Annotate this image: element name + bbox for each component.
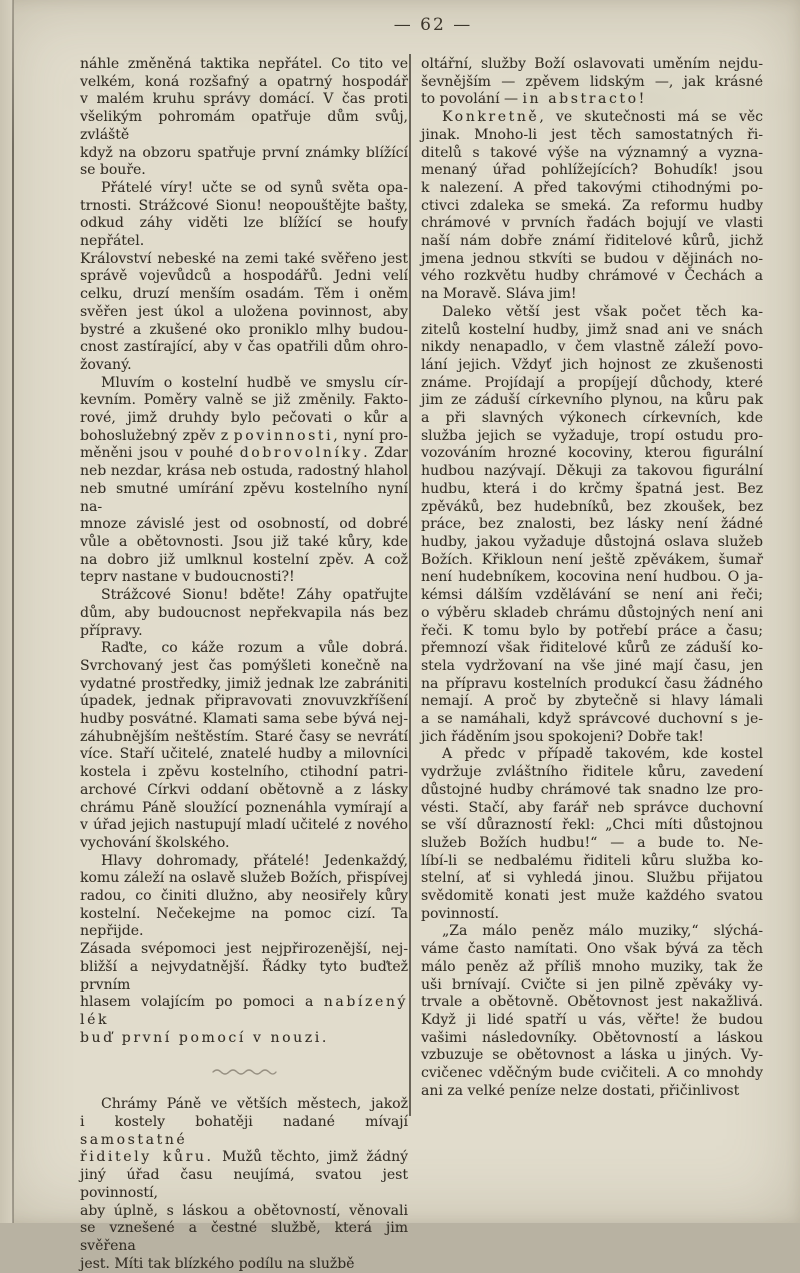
text-line bbox=[80, 870, 408, 888]
text-line bbox=[421, 552, 763, 570]
text-line bbox=[80, 516, 408, 534]
text-segment: neb nezdar, krása neb ostuda, radostný hlahol bbox=[80, 463, 408, 480]
text-line bbox=[80, 56, 408, 74]
text-line bbox=[421, 233, 763, 251]
text-segment: menaný úřad pohlížejících? Bohudík! jsou bbox=[421, 162, 763, 179]
text-segment: stelní, ať si vyhledá jinou. Službu přijatou bbox=[421, 870, 763, 887]
text-segment: vésti. Stačí, aby farář neb správce duchovní bbox=[421, 799, 763, 816]
text-line bbox=[80, 145, 408, 163]
text-line bbox=[421, 711, 763, 729]
text-line bbox=[80, 286, 408, 304]
text-line bbox=[80, 835, 408, 853]
text-segment: bližší a nejvydatnější. Řádky tyto buďtež prvním bbox=[80, 958, 408, 993]
text-line bbox=[421, 1012, 763, 1030]
text-line bbox=[80, 1220, 408, 1255]
text-line bbox=[421, 888, 763, 906]
text-segment: služeb Božích hudbu!“ — a bude to. Ne- bbox=[421, 834, 763, 851]
text-line bbox=[421, 445, 763, 463]
text-segment: Království nebeské na zemi také svěřeno jest bbox=[80, 250, 408, 267]
text-segment: na přípravu kostelních produkcí času žádného bbox=[421, 675, 763, 692]
text-line bbox=[80, 994, 408, 1029]
column-divider-rule bbox=[409, 54, 411, 1116]
text-line bbox=[421, 463, 763, 481]
text-line bbox=[80, 304, 408, 322]
letterspaced-text: nabízený lék bbox=[80, 994, 408, 1028]
text-segment: velkém, koná rozšafný a opatrný hospodář bbox=[80, 73, 408, 90]
text-segment: a se namáhali, když správcové duchovní s je- bbox=[421, 711, 763, 728]
text-segment: hudbou nazývají. Děkuji za takovou figurální bbox=[421, 463, 763, 480]
text-line bbox=[80, 906, 408, 941]
text-segment: na Moravě. Sláva jim! bbox=[421, 286, 577, 303]
text-line bbox=[421, 959, 763, 977]
text-segment: radou, co činiti dlužno, aby neosiřely kůry bbox=[80, 888, 408, 905]
text-segment: ani za velké peníze nelze dostati, přičinlivost bbox=[421, 1082, 740, 1099]
paragraph bbox=[421, 304, 763, 747]
text-line bbox=[80, 1114, 408, 1149]
text-line bbox=[80, 428, 408, 446]
text-segment: chrámové v prvních řadách bojují ve vlasti bbox=[421, 215, 763, 232]
text-segment: . Zdar bbox=[363, 445, 408, 462]
text-line bbox=[80, 198, 408, 216]
text-segment: odkud záhy viděti lze blížící se houfy nepřátel. bbox=[80, 215, 408, 250]
text-segment: cnost zastírající, aby v čas opatřili dům ohro- bbox=[80, 339, 408, 356]
text-segment: vého rozkvětu hudby chrámové v Čechách a bbox=[421, 268, 763, 285]
text-line bbox=[421, 941, 763, 959]
paragraph bbox=[80, 56, 408, 180]
scan-edge-line bbox=[12, 0, 14, 1223]
text-segment: Mužů těchto, jimž žádný bbox=[213, 1149, 408, 1166]
text-line bbox=[421, 516, 763, 534]
text-segment: zpěváků, bez hudebníků, bez zkoušek, bez bbox=[421, 498, 763, 515]
text-line bbox=[421, 339, 763, 357]
text-line bbox=[421, 729, 763, 747]
text-line bbox=[421, 534, 763, 552]
text-segment: vůle a obětovnosti. Jsou již také kůry, kde bbox=[80, 533, 408, 550]
text-line bbox=[80, 605, 408, 623]
letterspaced-text: samostatné bbox=[80, 1131, 188, 1148]
text-line bbox=[80, 1256, 408, 1273]
text-line bbox=[80, 1030, 408, 1048]
text-segment: Chrámy Páně ve větších městech, jakož bbox=[101, 1096, 408, 1113]
paragraph bbox=[80, 640, 408, 852]
text-segment: komu záleží na oslavě služeb Božích, přispívej bbox=[80, 870, 408, 887]
text-segment: trvale a obětovně. Obětovnost jest nakažlivá. bbox=[421, 994, 763, 1011]
text-segment: lání jejich. Vždyť jich hojnost ze zkušenosti bbox=[421, 356, 763, 373]
text-segment: oltářní, služby Boží oslavovati uměním nejdu- bbox=[421, 56, 763, 72]
text-segment: vychování školského. bbox=[80, 834, 230, 851]
text-segment: kostela i zpěvu kostelního, ctihodní patri- bbox=[80, 764, 408, 781]
text-line bbox=[80, 91, 408, 109]
text-segment: neb smutné umírání zpěvu kostelního nyní na- bbox=[80, 480, 408, 515]
text-line bbox=[421, 91, 763, 109]
text-segment: zitelů kostelní hudby, jimž snad ani ve snách bbox=[421, 321, 763, 338]
text-line bbox=[80, 764, 408, 782]
text-segment: jich řáděním jsou spokojeni? Dobře tak! bbox=[421, 728, 704, 745]
text-segment: to povolání — bbox=[421, 91, 523, 108]
text-segment: jest. Míti tak blízkého podílu na službě bbox=[80, 1255, 355, 1272]
text-line bbox=[421, 322, 763, 340]
text-segment: bohoslužebný zpěv z bbox=[80, 427, 234, 444]
text-line bbox=[80, 640, 408, 658]
text-segment: Hlavy dohromady, přátelé! Jedenkaždý, bbox=[101, 852, 408, 869]
text-segment: Raďte, co káže rozum a vůle dobrá. bbox=[101, 640, 408, 657]
text-line bbox=[421, 428, 763, 446]
text-line bbox=[421, 835, 763, 853]
text-line bbox=[80, 1096, 408, 1114]
text-line bbox=[80, 322, 408, 340]
text-line bbox=[421, 127, 763, 145]
text-line bbox=[421, 640, 763, 658]
text-segment: práce, bez znalosti, bez lásky není žádné bbox=[421, 516, 763, 533]
text-line bbox=[421, 1065, 763, 1083]
letterspaced-text: řiditely kůru. bbox=[80, 1149, 214, 1166]
text-segment: jinak. Mnoho-li jest těch samostatných ři- bbox=[421, 126, 763, 143]
text-line bbox=[421, 764, 763, 782]
text-segment: důstojné hudby chrámové tak snadno lze pro- bbox=[421, 781, 763, 798]
text-segment: nikdy nenapadlo, v čem vlastně záleží povo- bbox=[421, 339, 763, 356]
text-segment: Mluvím o kostelní hudbě ve smyslu cír- bbox=[101, 374, 408, 391]
text-line bbox=[80, 853, 408, 871]
page-number: — 62 — bbox=[393, 15, 473, 35]
text-line bbox=[80, 693, 408, 711]
text-segment: se bouře. bbox=[80, 162, 146, 179]
text-line bbox=[80, 817, 408, 835]
text-line bbox=[80, 587, 408, 605]
text-line bbox=[80, 711, 408, 729]
text-line bbox=[421, 800, 763, 818]
text-line bbox=[421, 74, 763, 92]
text-line bbox=[421, 746, 763, 764]
text-segment: mnoze závislé jest od osobností, od dobré bbox=[80, 516, 408, 533]
paragraph bbox=[80, 587, 408, 640]
text-column-left bbox=[80, 56, 408, 1273]
text-line bbox=[421, 198, 763, 216]
text-column-right bbox=[421, 56, 763, 1100]
letterspaced-text: dobrovolníky bbox=[239, 445, 364, 462]
text-line bbox=[80, 74, 408, 92]
text-line bbox=[421, 268, 763, 286]
text-segment: v úřad jejich nastupují mladí učitelé z nového bbox=[80, 817, 408, 834]
text-line bbox=[421, 870, 763, 888]
paragraph bbox=[80, 180, 408, 375]
text-segment: když na obzoru spatřuje první známky blížící bbox=[80, 144, 408, 161]
text-line bbox=[80, 180, 408, 198]
text-segment: vzbuzuje se obětovnost a láska u jiných. Vy- bbox=[421, 1047, 763, 1064]
text-line bbox=[80, 410, 408, 428]
text-segment: naší nám dobře známí řiditelové kůrů, jichž bbox=[421, 233, 763, 250]
text-segment: jiný úřad času neujímá, svatou jest povinností, bbox=[80, 1167, 408, 1201]
text-line bbox=[80, 729, 408, 747]
letterspaced-text: povinnosti bbox=[233, 427, 334, 444]
text-line bbox=[421, 994, 763, 1012]
paragraph bbox=[80, 1096, 408, 1273]
text-segment: záhubnějším neštěstím. Staré časy se nevrátí bbox=[80, 728, 408, 745]
text-segment: líbí-li se nedbalému řiditeli kůru služba ko- bbox=[421, 852, 763, 869]
text-segment: více. Staří učitelé, znatelé hudby a milovníci bbox=[80, 746, 408, 763]
text-line bbox=[80, 162, 408, 180]
text-line bbox=[80, 941, 408, 959]
text-segment: svěřen jest úkol a uložena povinnost, aby bbox=[80, 303, 408, 320]
text-line bbox=[421, 109, 763, 127]
text-segment: svědomitě konati jest muže každého svatou bbox=[421, 888, 763, 905]
text-segment: Božích. Křikloun není ještě zpěvákem, šumař bbox=[421, 551, 763, 568]
text-segment: se vší důrazností řekl: „Chci míti důstojnou bbox=[421, 817, 763, 834]
paragraph bbox=[421, 746, 763, 923]
text-segment: jim ze záduší církevního plynou, na kůru pak bbox=[421, 392, 763, 409]
text-segment: i kostely bohatěji nadané mívají bbox=[80, 1114, 408, 1131]
text-segment: ! bbox=[638, 91, 645, 108]
text-line bbox=[421, 180, 763, 198]
text-line bbox=[80, 658, 408, 676]
text-line bbox=[80, 623, 408, 641]
text-segment: rové, jimž druhdy bylo pečovati o kůr a bbox=[80, 410, 408, 427]
text-segment: se vznešené a čestné službě, která jim svěřena bbox=[80, 1220, 408, 1254]
text-segment: vydržuje zvláštního řiditele kůru, zavedení bbox=[421, 764, 763, 781]
text-line bbox=[421, 693, 763, 711]
text-line bbox=[80, 888, 408, 906]
text-line bbox=[421, 145, 763, 163]
text-segment: dům, aby budoucnost nepřekvapila nás bez bbox=[80, 604, 408, 621]
text-segment: A předc v případě takovém, kde kostel bbox=[442, 746, 763, 763]
text-segment: o výběru skladeb chrámu důstojných není ani bbox=[421, 604, 763, 621]
text-segment: známe. Projídají a propíjejí důchody, které bbox=[421, 374, 763, 391]
text-segment: jmena jednou stkvíti se budou v dějinách no- bbox=[421, 250, 763, 267]
text-segment: služba jejich se vyžaduje, tropí ostudu pro- bbox=[421, 427, 763, 444]
text-line bbox=[421, 906, 763, 924]
text-segment: ditelů s takové výše na významný a vyzna- bbox=[421, 144, 763, 161]
paragraph bbox=[80, 853, 408, 1048]
text-segment: trnosti. Strážcové Sionu! neopouštějte bašty, bbox=[80, 197, 408, 214]
paragraph bbox=[421, 56, 763, 109]
text-segment: žovaný. bbox=[80, 356, 132, 373]
text-segment: kostelní. Nečekejme na pomoc cizí. Ta nepřijde. bbox=[80, 905, 408, 940]
text-line bbox=[80, 552, 408, 570]
text-segment: není hudebníkem, kocovina není hudbou. O ja- bbox=[421, 569, 763, 586]
text-line bbox=[80, 357, 408, 375]
text-segment: ševnějším — zpěvem lidským —, jak krásné bbox=[421, 73, 763, 90]
text-line bbox=[421, 56, 763, 74]
text-line bbox=[421, 977, 763, 995]
letterspaced-text: Konkretně bbox=[442, 109, 540, 126]
text-line bbox=[80, 1149, 408, 1167]
text-line bbox=[421, 1030, 763, 1048]
text-line bbox=[421, 658, 763, 676]
text-segment: uši brnívají. Cvičte si jen pilně zpěváky vy- bbox=[421, 976, 763, 993]
text-line bbox=[421, 392, 763, 410]
text-line bbox=[421, 375, 763, 393]
text-segment: váme často namítati. Ono však bývá za těch bbox=[421, 941, 763, 958]
text-line bbox=[80, 215, 408, 250]
text-line bbox=[80, 445, 408, 463]
text-line bbox=[421, 357, 763, 375]
text-line bbox=[80, 746, 408, 764]
text-segment: všelikým pohromám opatřuje dům svůj, zvláště bbox=[80, 109, 408, 143]
text-segment: přemnozí však řiditelové kůrů ze záduší ko- bbox=[421, 640, 763, 657]
text-segment: cvičenec vděčným bude cvičiteli. A co mnohdy bbox=[421, 1065, 763, 1082]
text-segment: Zásada svépomoci jest nejpřirozenější, nej- bbox=[80, 941, 408, 958]
text-segment: málo peněz až příliš mnoho muziky, tak že bbox=[421, 958, 763, 975]
text-line bbox=[80, 1167, 408, 1202]
text-segment: a při slavných výkonech církevních, kde bbox=[421, 410, 763, 427]
text-line bbox=[80, 392, 408, 410]
text-segment: hudbu, která i do krčmy špatná jest. Bez bbox=[421, 480, 763, 497]
text-line bbox=[80, 800, 408, 818]
text-segment: kevním. Poměry valně se již změnily. Fakto- bbox=[80, 392, 408, 409]
text-segment: kémsi dálším vzdělávání se není ani řeči; bbox=[421, 587, 763, 604]
text-segment: , nyní pro- bbox=[333, 427, 408, 444]
text-segment: bystré a zkušené oko proniklo mlhy budou- bbox=[80, 321, 408, 338]
text-segment: „Za málo peněz málo muziky,“ slýchá- bbox=[442, 923, 763, 940]
text-line bbox=[421, 410, 763, 428]
text-segment: archové Církvi oddaní obětovně a z lásky bbox=[80, 781, 408, 798]
text-segment: aby úplně, s láskou a obětovností, věnovali bbox=[80, 1202, 408, 1219]
text-line bbox=[80, 463, 408, 481]
text-segment: Přátelé víry! učte se od synů světa opa- bbox=[101, 179, 408, 196]
text-segment: hudby, jakou vyžaduje důstojná oslava služeb bbox=[421, 533, 763, 550]
wavy-divider-icon bbox=[212, 1068, 276, 1076]
text-segment: hudby posvátné. Klamati sama sebe bývá nej- bbox=[80, 711, 408, 728]
text-line bbox=[80, 268, 408, 286]
text-segment: povinností. bbox=[421, 905, 499, 922]
paragraph bbox=[421, 923, 763, 1100]
paragraph bbox=[421, 109, 763, 304]
text-segment: nemají. A proč by zbytečně si hlavy lámali bbox=[421, 693, 763, 710]
text-segment: ctivci zdaleka se smeká. Za reformu hudby bbox=[421, 197, 763, 214]
text-line bbox=[80, 481, 408, 516]
text-line bbox=[80, 109, 408, 144]
letterspaced-text: buď první pomocí v nouzi. bbox=[80, 1029, 329, 1046]
text-segment: řeči. K tomu bylo by potřebí práce a času; bbox=[421, 622, 763, 639]
text-segment: stela vydržovaní na vše jiné mají času, jen bbox=[421, 657, 763, 674]
text-segment: Strážcové Sionu! bděte! Záhy opatřujte bbox=[101, 587, 408, 604]
text-line bbox=[421, 676, 763, 694]
text-segment: úpadek, jednak připravovati znovuvzkříšení bbox=[80, 693, 408, 710]
text-segment: v malém kruhu správy domácí. V čas proti bbox=[80, 91, 408, 108]
text-segment: Svrchovaný jest čas pomýšleti konečně na bbox=[80, 657, 408, 674]
text-line bbox=[421, 853, 763, 871]
text-segment: vašimi následovníky. Obětovností a láskou bbox=[421, 1029, 763, 1046]
text-segment: teprv nastane v budoucnosti?! bbox=[80, 569, 295, 586]
text-line bbox=[80, 782, 408, 800]
text-line bbox=[421, 623, 763, 641]
text-line bbox=[80, 375, 408, 393]
text-line bbox=[80, 339, 408, 357]
text-line bbox=[80, 676, 408, 694]
text-line bbox=[421, 817, 763, 835]
text-line bbox=[421, 162, 763, 180]
text-segment: vydatné prostředky, jimiž jednak lze zabrániti bbox=[80, 675, 408, 692]
text-line bbox=[421, 587, 763, 605]
text-line bbox=[421, 286, 763, 304]
text-segment: k nalezení. A před takovými ctihodnými po- bbox=[421, 179, 763, 196]
text-line bbox=[421, 481, 763, 499]
text-line bbox=[80, 959, 408, 994]
text-segment: hlasem volajícím po pomoci a bbox=[80, 994, 324, 1011]
text-line bbox=[421, 569, 763, 587]
text-line bbox=[421, 1083, 763, 1101]
text-segment: vozováním hrozné kocoviny, kterou figurální bbox=[421, 445, 763, 462]
text-line bbox=[421, 1047, 763, 1065]
text-line bbox=[421, 251, 763, 269]
text-segment: Daleko větší jest však počet těch ka- bbox=[442, 303, 763, 320]
section-divider bbox=[80, 1047, 408, 1096]
text-line bbox=[80, 569, 408, 587]
text-line bbox=[421, 605, 763, 623]
text-line bbox=[421, 215, 763, 233]
text-line bbox=[421, 304, 763, 322]
text-segment: náhle změněná taktika nepřátel. Co tito ve bbox=[80, 56, 408, 72]
text-line bbox=[421, 782, 763, 800]
text-segment: , ve skutečnosti má se věc bbox=[539, 109, 763, 126]
text-line bbox=[421, 499, 763, 517]
text-line bbox=[80, 1203, 408, 1221]
text-segment: přípravy. bbox=[80, 622, 143, 639]
text-line bbox=[80, 251, 408, 269]
text-segment: chrámu Páně sloužící poznenáhla vymírají a bbox=[80, 799, 408, 816]
text-segment: celku, druzí menším osadám. Těm i oněm bbox=[80, 286, 408, 303]
paragraph bbox=[80, 375, 408, 587]
text-segment: Když ji lidé spatří u vás, věřte! že budou bbox=[421, 1011, 763, 1028]
text-line bbox=[80, 534, 408, 552]
text-segment: měněni jsou v pouhé bbox=[80, 445, 240, 462]
text-line bbox=[421, 923, 763, 941]
text-segment: správě vojevůdců a hospodářů. Jedni velí bbox=[80, 268, 408, 285]
letterspaced-text: in abstracto bbox=[522, 91, 639, 108]
text-segment: na dobro již umlknul kostelní zpěv. A což bbox=[80, 551, 408, 568]
